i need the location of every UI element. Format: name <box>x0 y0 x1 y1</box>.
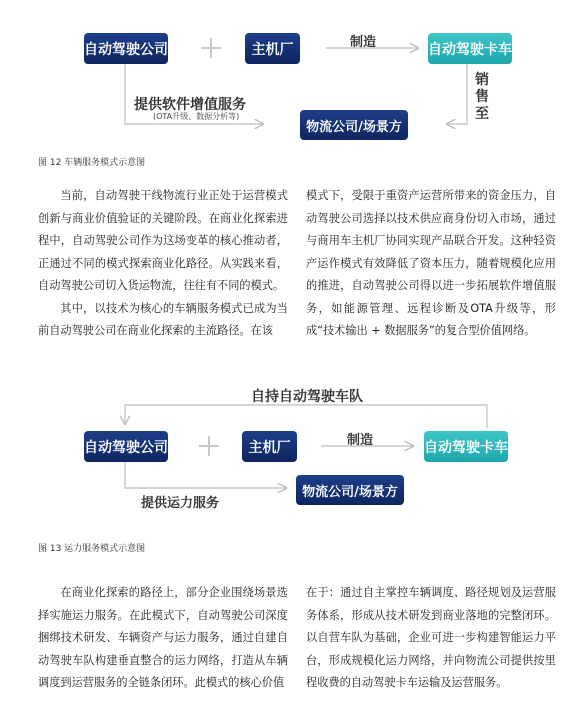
node-autonomous-truck: 自动驾驶卡车 <box>424 431 508 462</box>
software-service-sublabel: (OTA升级、数据分析等) <box>153 112 240 121</box>
node-autonomous-company: 自动驾驶公司 <box>84 431 168 462</box>
paragraph: 在商业化探索的路径上，部分企业围绕场景选择实施运力服务。在此模式下，自动驾驶公司深度捆绑技术研发、车辆资产与运力服务，通过自建自动驾驶车队构建垂直整合的运力网络，打造从车辆调度到运营服务的全链条闭环。此模式的核心价值 <box>38 586 288 689</box>
figure-13-caption: 图 13 运力服务模式示意图 <box>38 544 146 554</box>
plus-icon <box>199 436 219 456</box>
node-oem: 主机厂 <box>245 33 300 64</box>
paragraph: 当前，自动驾驶干线物流行业正处于运营模式创新与商业价值验证的关键阶段。在商业化探索进程中，自动驾驶公司作为这场变革的核心推动者，正通过不同的模式探索商业化路径。从实践来看，自动驾驶公司切入货运物流，往往有不同的模式。 <box>38 189 288 292</box>
node-autonomous-truck: 自动驾驶卡车 <box>428 33 512 64</box>
text2-right-column <box>306 582 556 695</box>
figure-12-caption: 图 12 车辆服务模式示意图 <box>38 158 146 168</box>
node-autonomous-company: 自动驾驶公司 <box>84 33 168 64</box>
sell-to-label: 销售至 <box>475 72 489 122</box>
manufacture-label: 制造 <box>347 433 374 448</box>
paragraph: 模式下，受限于重资产运营所带来的资金压力，自动驾驶公司选择以技术供应商身份切入市场，通过与商用车主机厂协同实现产品联合开发。这种轻资产运作模式有效降低了资本压力，随着规模化应用的推进，自动驾驶公司得以进一步拓展软件增值服务，如能源管理、远程诊断及OTA升级等，形成“技术输出 + 数据服务”的复合型价值网络。 <box>306 189 556 337</box>
node-logistics-company: 物流公司/场景方 <box>300 110 408 140</box>
text1-left-column <box>38 185 288 343</box>
text1-right-column <box>306 185 556 343</box>
software-service-label: 提供软件增值服务 <box>134 97 246 113</box>
paragraph: 其中，以技术为核心的车辆服务模式已成为当前自动驾驶公司在商业化探索的主流路径。在该 <box>38 301 288 337</box>
capacity-service-label: 提供运力服务 <box>141 496 220 511</box>
manufacture-label: 制造 <box>350 35 377 50</box>
node-oem: 主机厂 <box>242 431 297 462</box>
self-owned-fleet-label: 自持自动驾驶车队 <box>251 389 363 405</box>
node-logistics-company: 物流公司/场景方 <box>296 475 404 505</box>
text2-left-column <box>38 582 288 695</box>
paragraph: 在于：通过自主掌控车辆调度、路径规划及运营服务体系，形成从技术研发到商业落地的完整闭环。以自营车队为基础，企业可进一步构建智能运力平台，形成规模化运力网络，并向物流公司提供按里程收费的自动驾驶卡车运输及运营服务。 <box>306 586 556 689</box>
plus-icon <box>201 38 221 58</box>
